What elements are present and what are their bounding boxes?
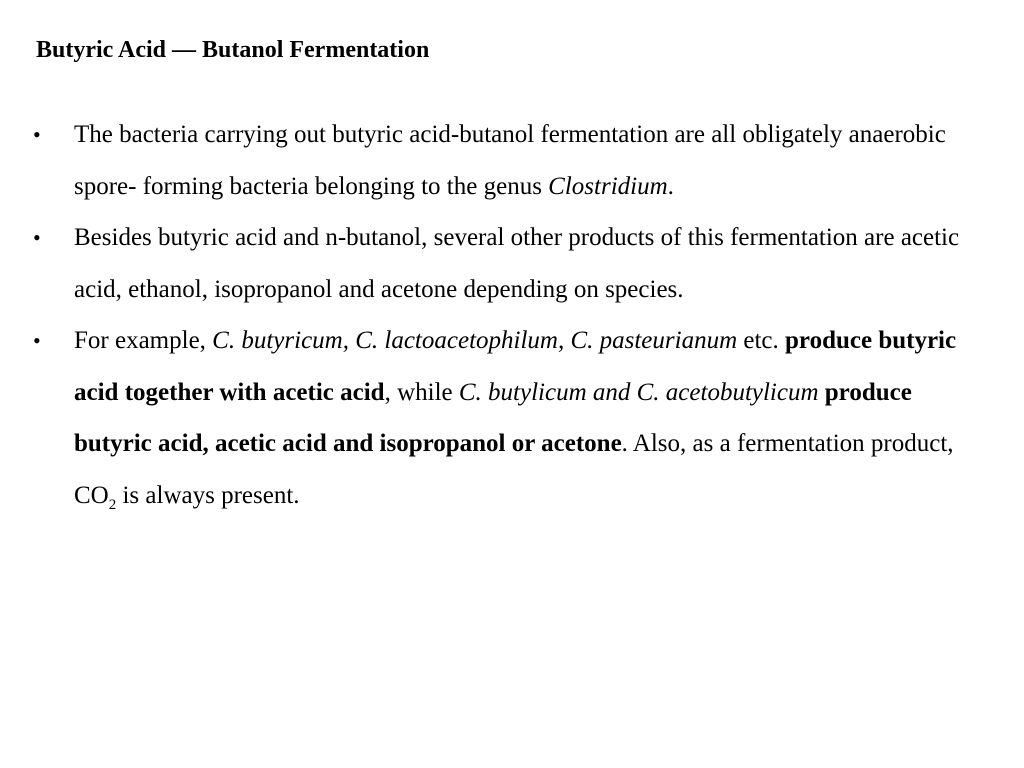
subscript: 2: [108, 496, 117, 513]
genus-name: Clostridium: [548, 172, 668, 200]
text-segment: For example,: [74, 327, 213, 354]
bullet-item: [0, 109, 1024, 212]
bullet-text: [74, 327, 957, 513]
slide-title: Butyric Acid — Butanol Fermentation: [36, 37, 430, 63]
species-names: C. butylicum and C. acetobutylicum: [458, 378, 819, 406]
bullet-text: [74, 224, 959, 303]
text-segment: etc.: [737, 327, 786, 354]
species-names: C. butyricum, C. lactoacetophilum, C. pasteurianum: [212, 327, 738, 354]
bullet-icon: •: [33, 122, 41, 147]
bullet-text: [74, 121, 946, 200]
emphasis-text: produce butyric acid together with acetic acid: [74, 327, 957, 406]
bullet-item: [0, 212, 1024, 315]
bullet-list: [0, 109, 1024, 521]
text-segment: The bacteria carrying out butyric acid-butanol fermentation are all obligately anaerobic spore- forming bacteria belonging to the genus: [74, 121, 946, 200]
text-segment: .: [667, 172, 674, 200]
text-segment: , while: [384, 378, 459, 406]
bullet-icon: •: [33, 225, 41, 250]
bullet-item: [0, 315, 1024, 521]
emphasis-text: produce butyric acid, acetic acid and isopropanol or acetone: [74, 378, 912, 457]
text-segment: is always present.: [116, 481, 300, 509]
text-segment: Besides butyric acid and n-butanol, several other products of this fermentation are acetic acid, ethanol, isopropanol and acetone depending on species.: [74, 224, 960, 303]
text-segment: . Also, as a fermentation product, CO: [74, 430, 954, 509]
bullet-icon: •: [33, 328, 41, 353]
